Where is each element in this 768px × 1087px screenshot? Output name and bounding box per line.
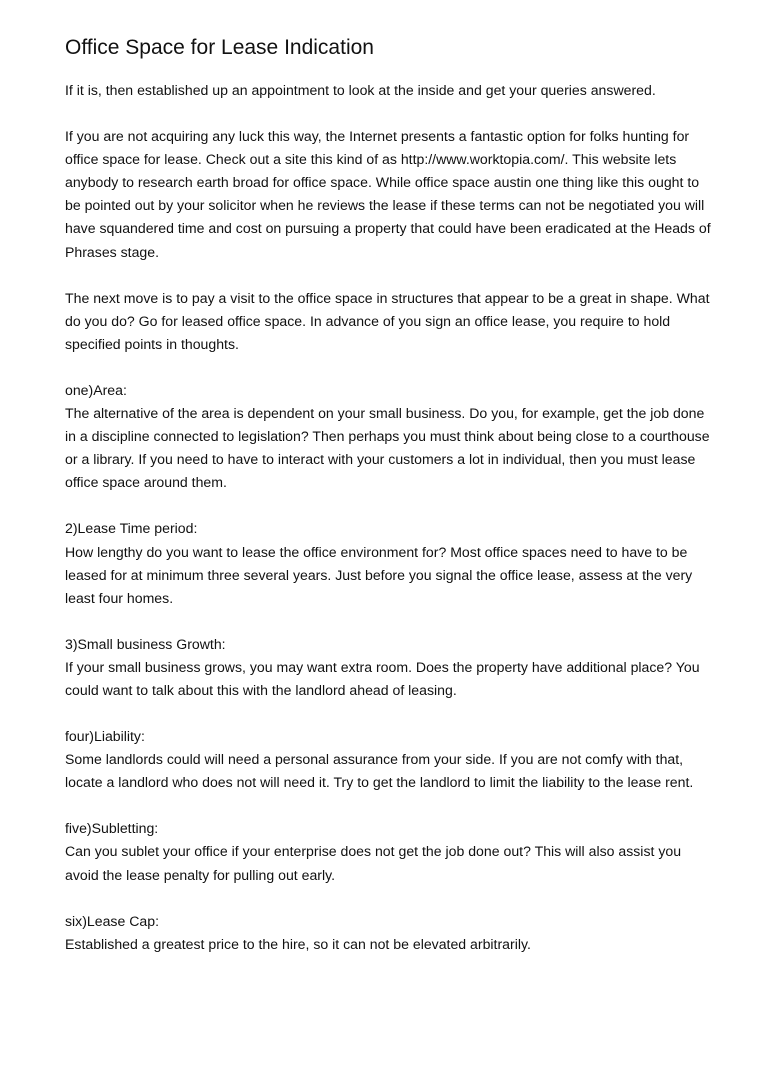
section-body: Established a greatest price to the hire, so it can not be elevated arbitrarily.: [65, 935, 531, 952]
section-heading: six)Lease Cap:: [65, 912, 160, 929]
section-heading: five)Subletting:: [65, 820, 159, 837]
intro-paragraph-2: If you are not acquiring any luck this way, the Internet presents a fantastic option for folks hunting for office space for lease. Check out a site this kind of as http://www.worktopia.com/. This website lets anybody to research earth broad for office space. While office space austin one thing like this ought to be pointed out by your solicitor when he reviews the lease if these terms can not be negotiated you will have squandered time and cost on pursuing a property that could have been eradicated at the Heads of Phrases stage.: [65, 128, 711, 260]
section-area: [65, 379, 715, 494]
section-heading: one)Area:: [65, 381, 127, 398]
section-lease-cap: [65, 910, 715, 956]
document-page: [65, 34, 715, 979]
section-liability: [65, 725, 715, 794]
section-body: Some landlords could will need a personal assurance from your side. If you are not comfy with that, locate a landlord who does not will need it. Try to get the landlord to limit the liability to the lease rent.: [65, 751, 694, 791]
section-body: If your small business grows, you may want extra room. Does the property have additional place? You could want to talk about this with the landlord ahead of leasing.: [65, 658, 700, 698]
section-body: How lengthy do you want to lease the office environment for? Most office spaces need to have to be leased for at minimum three several years. Just before you signal the office lease, assess at the very least four homes.: [65, 543, 693, 606]
section-heading: four)Liability:: [65, 728, 145, 745]
section-subletting: [65, 817, 715, 886]
intro-paragraph-3: The next move is to pay a visit to the office space in structures that appear to be a great in shape. What do you do? Go for leased office space. In advance of you sign an office lease, you require to hold specified points in thoughts.: [65, 289, 710, 352]
section-lease-time-period: [65, 517, 715, 609]
section-body: The alternative of the area is dependent on your small business. Do you, for example, get the job done in a discipline connected to legislation? Then perhaps you must think about being close to a courthouse or a library. If you need to have to interact with your customers a lot in individual, then you must lease office space around them.: [65, 405, 710, 491]
section-heading: 2)Lease Time period:: [65, 520, 198, 537]
section-business-growth: [65, 633, 715, 702]
document-title: Office Space for Lease Indication: [65, 36, 374, 59]
section-body: Can you sublet your office if your enterprise does not get the job done out? This will also assist you avoid the lease penalty for pulling out early.: [65, 843, 682, 883]
intro-paragraph-1: If it is, then established up an appointment to look at the inside and get your queries answered.: [65, 82, 656, 98]
section-heading: 3)Small business Growth:: [65, 635, 226, 652]
